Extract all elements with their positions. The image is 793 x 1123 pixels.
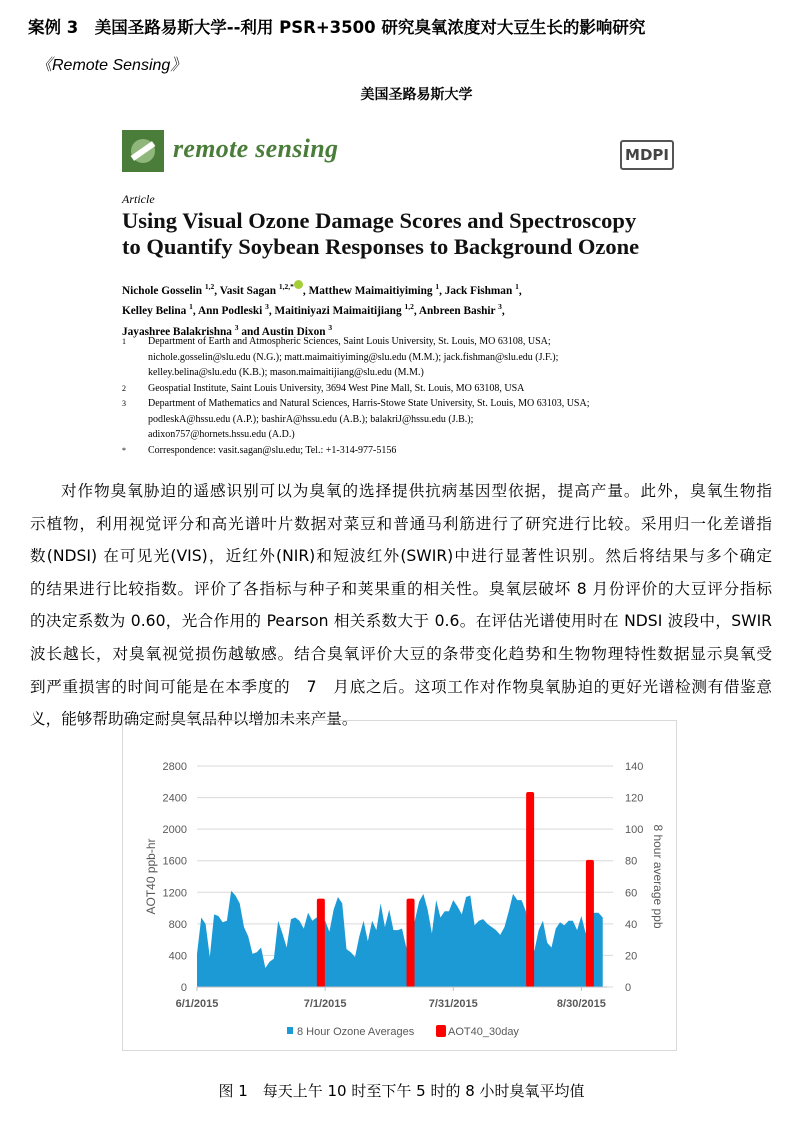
affiliation-number: 1 (122, 337, 126, 346)
affiliation-text: Department of Mathematics and Natural Sciences, Harris-Stowe State University, St. Louis, MO 63103, USA; (148, 398, 590, 409)
author-list: Nichole Gosselin $^{1,2}$, Vasit Sagan $^{1,2,*}$ , Matthew Maimaitiyiming $^1$, Jack Fishman $^1$, Kelley Belina $^1$, Ann Podleski $^3$, Maitiniyazi Maimaitijiang $^{1,2}$, Anbreen Bashir $^3$, Jayashree Balakrishna $^3$ and Austin Dixon $^3$ (122, 282, 522, 338)
affiliation-number: 3 (122, 399, 126, 408)
author-affiliation-marker: 3 (498, 302, 502, 312)
abstract-paragraph (30, 475, 772, 736)
y-right-tick-label: 120 (625, 792, 644, 805)
author: Kelley Belina (122, 305, 187, 318)
y-right-tick-label: 80 (625, 855, 638, 868)
author-affiliation-marker: 1,2,* (278, 282, 294, 291)
affiliation-row (122, 381, 692, 397)
affiliation-row (122, 334, 692, 350)
x-tick-label: 7/1/2015 (303, 998, 347, 1010)
author: Anbreen Bashir (418, 305, 496, 318)
y-left-tick-label: 2400 (162, 792, 187, 805)
affiliation-text: Department of Earth and Atmospheric Sciences, Saint Louis University, St. Louis, MO 63108, USA; (148, 336, 551, 347)
chart-svg (123, 721, 678, 1052)
aot40-bar (317, 899, 325, 987)
article-type: Article (122, 192, 155, 206)
paper-title (122, 208, 639, 260)
affiliation-number: 2 (122, 383, 126, 393)
affiliation-row (122, 365, 692, 381)
y-right-tick-label: 100 (625, 824, 644, 837)
legend-ozone-swatch (287, 1027, 293, 1034)
legend-aot40-swatch (436, 1025, 446, 1037)
paper-title-line: Using Visual Ozone Damage Scores and Spectroscopy (122, 208, 637, 233)
author: Ann Podleski (197, 305, 263, 318)
paper-title-line: to Quantify Soybean Responses to Background Ozone (122, 234, 640, 259)
affiliation-row (122, 396, 692, 412)
paragraph-line: 到严重损害的时间可能是在本季度的 7 月底之后。这项工作对作物臭氧胁迫的更好光谱检测有借鉴意 (30, 677, 772, 696)
author: Matthew Maimaitiyiming (308, 284, 433, 297)
affiliation-row (122, 412, 692, 428)
author: Jayashree Balakrishna (122, 325, 232, 338)
x-tick-label: 6/1/2015 (175, 998, 219, 1010)
author: Vasit Sagan (219, 284, 277, 297)
affiliation-number (122, 365, 148, 381)
journal-name-label: 《Remote Sensing》 (36, 57, 187, 74)
ozone-area (197, 891, 603, 987)
y-right-tick-label: 20 (625, 950, 638, 963)
orcid-icon[interactable] (294, 280, 303, 289)
ozone-chart (122, 720, 677, 1051)
y-right-tick-label: 60 (625, 887, 638, 900)
aot40-bar (526, 792, 534, 987)
y-left-tick-label: 800 (168, 918, 187, 931)
affiliation-number (122, 350, 148, 366)
paragraph-line: 的决定系数为 0.60，光合作用的 Pearson 相关系数大于 0.6。在评估光谱使用时在 NDSI 波段中，SWIR (30, 612, 772, 631)
paragraph-line: 示植物，利用视觉评分和高光谱叶片数据对菜豆和普通马利筋进行了研究进行比较。采用归一化差谱指 (30, 514, 772, 533)
journal-logo-icon (122, 130, 164, 172)
aot40-bar (407, 899, 415, 987)
y-left-tick-label: 400 (168, 950, 187, 963)
author: Jack Fishman (444, 284, 513, 297)
x-tick-label: 7/31/2015 (428, 998, 478, 1010)
y-right-tick-label: 140 (625, 761, 644, 773)
university-heading: 美国圣路易斯大学 (360, 87, 473, 103)
affiliation-text: nichole.gosselin@slu.edu (N.G.); matt.maimaitiyiming@slu.edu (M.M.); jack.fishman@slu.edu (J.F.); (148, 351, 559, 363)
affiliation-text: Correspondence: vasit.sagan@slu.edu; Tel.: +1-314-977-5156 (148, 444, 397, 456)
paragraph-line: 的结果进行比较指数。评价了各指标与种子和荚果重的相关性。臭氧层破坏 8 月份评价的大豆评分指标 (30, 579, 772, 598)
affiliation-text: podleskA@hssu.edu (A.P.); bashirA@hssu.edu (A.B.); balakriJ@hssu.edu (J.B.); (148, 413, 474, 425)
and-word: and (241, 325, 260, 338)
affiliations (122, 334, 692, 458)
y-left-axis-title: AOT40 ppb-hr (144, 838, 158, 915)
y-right-tick-label: 0 (625, 982, 632, 994)
author: Maitiniyazi Maimaitijiang (274, 305, 402, 318)
publisher-logo: MDPI (620, 140, 674, 170)
affiliation-row (122, 350, 692, 366)
y-right-axis-title: 8 hour average ppb (651, 824, 665, 929)
author-affiliation-marker: 1 (189, 302, 193, 312)
legend-aot40-label: AOT40_30day (448, 1026, 519, 1038)
author-affiliation-marker: 3 (234, 322, 239, 332)
author-affiliation-marker: 1 (435, 282, 440, 291)
affiliation-text: adixon757@hornets.hssu.edu (A.D.) (148, 429, 295, 440)
affiliation-number: * (122, 445, 126, 455)
author-affiliation-marker: 1 (515, 282, 519, 291)
aot40-bar (586, 860, 594, 987)
author-affiliation-marker: 3 (328, 322, 333, 332)
x-tick-label: 8/30/2015 (556, 998, 606, 1010)
y-left-tick-label: 1200 (162, 887, 187, 900)
author: Austin Dixon (261, 325, 326, 338)
affiliation-number (122, 427, 148, 443)
affiliation-row (122, 443, 692, 459)
affiliation-text: Geospatial Institute, Saint Louis University, 3694 West Pine Mall, St. Louis, MO 63108, USA (148, 382, 525, 394)
case-title: 案例 3 美国圣路易斯大学--利用 PSR+3500 研究臭氧浓度对大豆生长的影响研究 (28, 18, 646, 37)
y-left-tick-label: 0 (180, 982, 187, 994)
affiliation-number (122, 412, 148, 428)
author-affiliation-marker: 1,2 (404, 302, 414, 312)
author-affiliation-marker: 1,2 (204, 282, 215, 291)
paragraph-line: 义，能够帮助确定耐臭氧品种以增加未来产量。 (30, 710, 358, 729)
author: Nichole Gosselin (122, 284, 203, 297)
paper-journal-name: remote sensing (173, 134, 339, 163)
affiliation-row (122, 427, 692, 443)
figure-caption: 图 1 每天上午 10 时至下午 5 时的 8 小时臭氧平均值 (218, 1082, 585, 1100)
author-affiliation-marker: 3 (265, 302, 269, 312)
y-left-tick-label: 2000 (162, 824, 187, 837)
y-left-tick-label: 2800 (162, 761, 187, 773)
paragraph-line: 数(NDSI) 在可见光(VIS)，近红外(NIR)和短波红外(SWIR)中进行显著性识别。然后将结果与多个确定 (30, 547, 772, 566)
y-left-tick-label: 1600 (162, 855, 187, 868)
legend-ozone-label: 8 Hour Ozone Averages (297, 1026, 415, 1038)
affiliation-text: kelley.belina@slu.edu (K.B.); mason.maimaitijiang@slu.edu (M.M.) (148, 367, 424, 378)
paragraph-line: 对作物臭氧胁迫的遥感识别可以为臭氧的选择提供抗病基因型依据，提高产量。此外，臭氧生物指 (61, 482, 772, 500)
paragraph-line: 波长越长，对臭氧视觉损伤越敏感。结合臭氧评价大豆的条带变化趋势和生物物理特性数据显示臭氧受 (30, 644, 772, 663)
y-right-tick-label: 40 (625, 918, 638, 931)
